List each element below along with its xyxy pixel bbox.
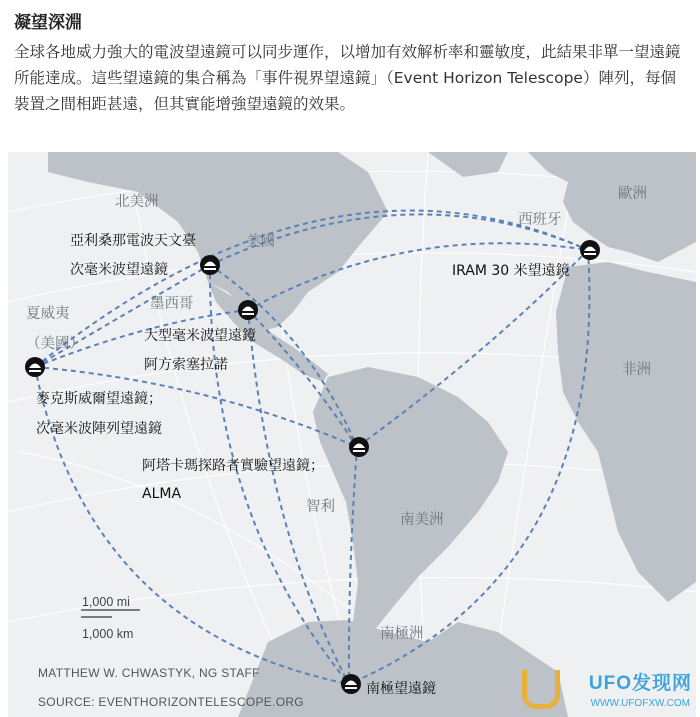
label-hawaii-line2: 次毫米波陣列望遠鏡 — [36, 421, 162, 437]
intro-paragraph: 全球各地威力強大的電波望遠鏡可以同步運作，以增加有效解析率和靈敏度，此結果非單一望遠鏡所能達成。這些望遠鏡的集合稱為「事件視界望遠鏡」（Event Horizon Telescope）陣列，每個裝置之間相距甚遠，但其實能增強望遠鏡的效果。 — [14, 43, 681, 113]
region-mexico: 墨西哥 — [150, 296, 194, 312]
header — [14, 8, 690, 117]
region-hawaii-usa: （美國） — [26, 336, 84, 352]
credit-author: MATTHEW W. CHWASTYK, NG STAFF — [38, 666, 260, 680]
region-usa: 美國 — [246, 234, 275, 250]
region-europe: 歐洲 — [618, 186, 647, 202]
region-africa: 非洲 — [622, 362, 651, 378]
label-south-pole: 南極望遠鏡 — [366, 681, 436, 697]
label-arizona-line1: 亞利桑那電波天文臺 — [70, 233, 196, 249]
region-antarctica: 南極洲 — [380, 626, 424, 642]
region-chile: 智利 — [306, 499, 335, 515]
label-lmt-line2: 阿方索塞拉諾 — [144, 357, 228, 373]
region-south-america: 南美洲 — [400, 512, 444, 528]
region-north-america: 北美洲 — [115, 194, 159, 210]
label-arizona-line2: 次毫米波望遠鏡 — [70, 262, 168, 278]
telescope-iram-icon — [580, 240, 600, 260]
scale-miles: 1,000 mi — [82, 595, 130, 609]
telescope-arizona-icon — [200, 255, 220, 275]
telescope-south-pole-icon — [341, 674, 361, 694]
scale-km: 1,000 km — [82, 627, 134, 641]
label-iram: IRAM 30 米望遠鏡 — [452, 263, 570, 279]
watermark-brand: UFO发现网 — [588, 673, 692, 694]
credit-source: SOURCE: EVENTHORIZONTELESCOPE.ORG — [38, 695, 304, 709]
region-spain: 西班牙 — [518, 212, 562, 228]
watermark-url: WWW.UFOFXW.COM — [590, 698, 690, 709]
region-hawaii: 夏威夷 — [26, 306, 70, 322]
label-hawaii-line1: 麥克斯威爾望遠鏡； — [36, 391, 162, 407]
watermark-logo-icon — [522, 670, 560, 709]
telescope-alma-icon — [349, 437, 369, 457]
page-title: 凝望深淵 — [14, 13, 82, 33]
label-lmt-line1: 大型毫米波望遠鏡 — [144, 328, 256, 344]
map — [8, 152, 696, 717]
label-alma-line2: ALMA — [142, 486, 182, 502]
label-alma-line1: 阿塔卡瑪探路者實驗望遠鏡； — [142, 458, 324, 474]
telescope-lmt-icon — [238, 300, 258, 320]
telescope-hawaii-icon — [25, 357, 45, 377]
